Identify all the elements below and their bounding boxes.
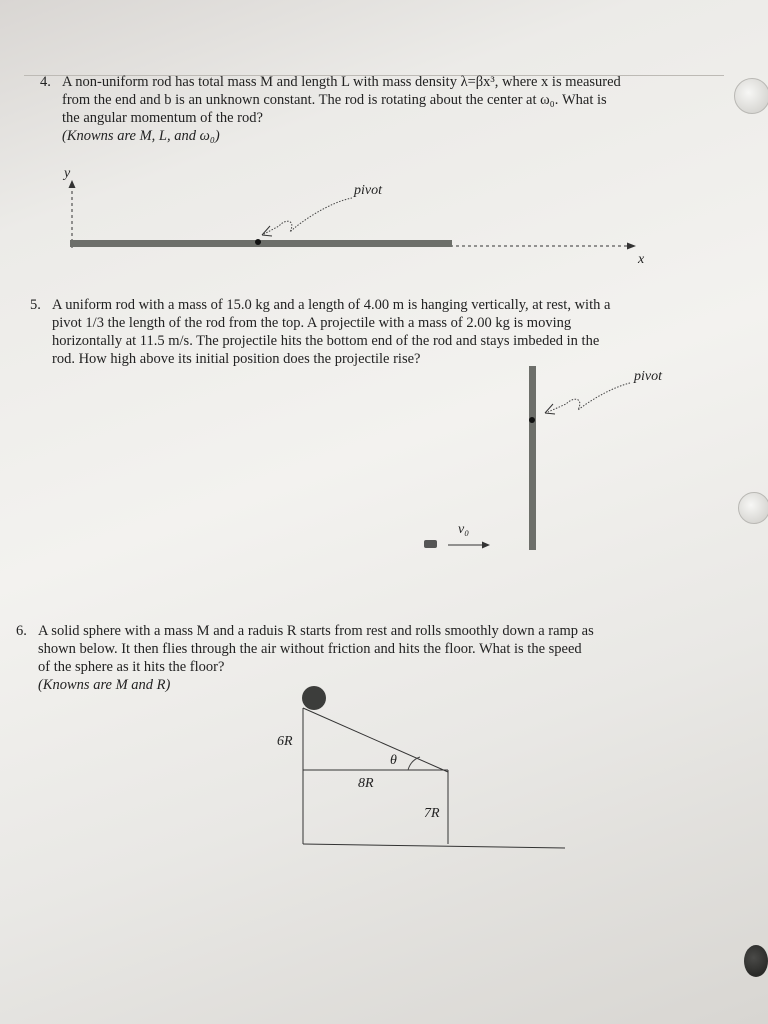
q6-height-label: 6R (277, 734, 293, 749)
question-6-number: 6. (16, 623, 27, 639)
question-5 (30, 296, 712, 368)
question-6-line-3: of the sphere as it hits the floor? (38, 659, 225, 675)
question-6-knowns: (Knowns are M and R) (38, 677, 171, 693)
q5-pivot-dot (529, 417, 535, 423)
q4-pivot-dot (255, 239, 261, 245)
question-6 (16, 622, 718, 694)
question-5-line-1: A uniform rod with a mass of 15.0 kg and a length of 4.00 m is hanging vertically, at rest, with a (52, 297, 611, 313)
question-5-line-3: horizontally at 11.5 m/s. The projectile hits the bottom end of the rod and stays imbeded in the (52, 333, 600, 349)
q6-length-label: 8R (358, 776, 374, 791)
question-4-line-2: from the end and b is an unknown constant. The rod is rotating about the center at ω₀. What is (62, 92, 607, 108)
question-4-knowns: (Knowns are M, L, and ω₀) (62, 128, 220, 144)
q5-pointer-arrowhead (545, 404, 555, 414)
q5-pivot-label: pivot (634, 369, 662, 384)
question-4-number: 4. (40, 74, 51, 90)
q6-angle-label: θ (390, 753, 397, 768)
q4-diagram (69, 180, 637, 250)
q6-table-height-label: 7R (424, 806, 440, 821)
q5-velocity-label: v₀ (458, 522, 470, 537)
question-6-line-2: shown below. It then flies through the air without friction and hits the floor. What is the speed (38, 641, 582, 657)
q4-rod (70, 240, 452, 247)
q6-ramp-incline (303, 708, 448, 772)
q6-diagram (302, 686, 565, 848)
q4-x-arrowhead (627, 243, 636, 250)
q6-floor-line (303, 844, 565, 848)
question-6-line-1: A solid sphere with a mass M and a raduis R starts from rest and rolls smoothly down a ramp as (38, 623, 594, 639)
question-4-line-3: the angular momentum of the rod? (62, 110, 263, 126)
q5-projectile (424, 540, 437, 548)
q4-pivot-pointer (264, 198, 352, 234)
q5-velocity-arrowhead (482, 542, 490, 549)
q4-y-axis-label: y (64, 166, 71, 181)
q4-x-axis-label: x (638, 252, 645, 267)
question-5-number: 5. (30, 297, 41, 313)
q5-pivot-pointer (548, 383, 630, 412)
question-5-line-4: rod. How high above its initial position does the projectile rise? (52, 351, 421, 367)
q4-pointer-arrowhead (262, 226, 272, 236)
q5-rod (529, 366, 536, 550)
question-4-line-1: A non-uniform rod has total mass M and length L with mass density λ=βx³, where x is measured (62, 74, 621, 90)
q4-y-arrowhead (69, 180, 76, 188)
q5-diagram (424, 366, 630, 550)
q4-pivot-label: pivot (354, 183, 382, 198)
question-5-line-2: pivot 1/3 the length of the rod from the top. A projectile with a mass of 2.00 kg is moving (52, 315, 572, 331)
